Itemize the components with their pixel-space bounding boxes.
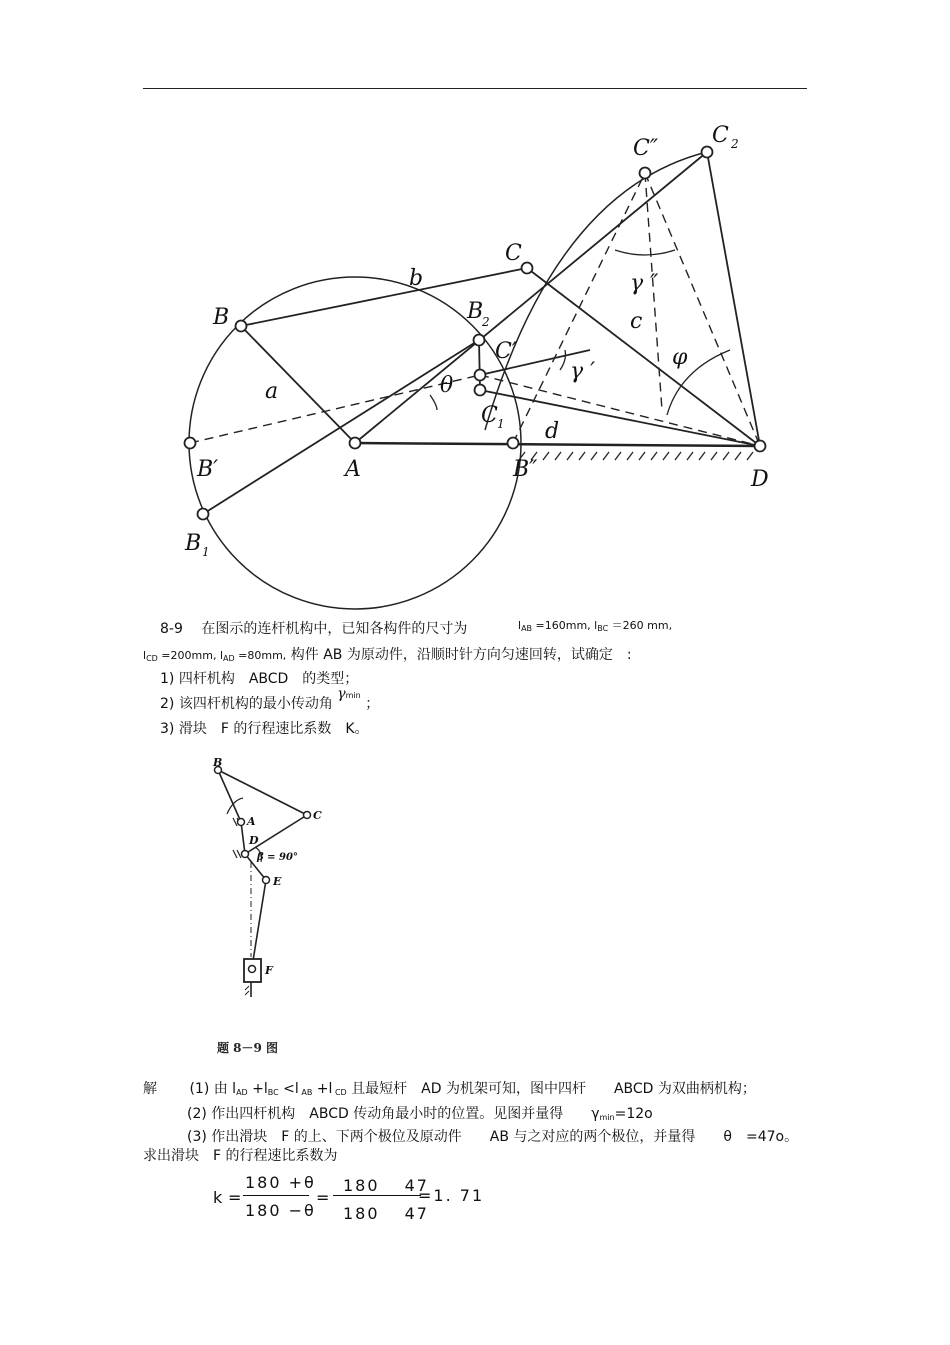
question-3: 3) 滑块 F 的行程速比系数 K。 [160,721,369,737]
label-B1-sub: 1 [202,545,210,559]
solution-line-4: 求出滑块 F 的行程速比系数为 [143,1148,338,1164]
label-B2: B [467,299,484,324]
label-B-double-prime: B″ [513,457,538,482]
solution-line-2: (2) 作出四杆机构 ABCD 传动角最小时的位置。见图并量得 $\gamma_{min}=12o$ [187,1106,653,1122]
formula-eq-2: = [316,1188,332,1207]
solution-head: 解 [143,1081,157,1097]
formula-eq-1: = [228,1188,244,1207]
label-theta: θ [440,373,454,398]
linkage-diagram-figure [175,110,775,610]
formula-den-1: 180 −θ [245,1201,316,1220]
problem-line-1 [160,620,467,638]
problem-intro: 在图示的连杆机构中，已知各构件的尺寸为 [201,621,468,637]
label-gamma-double-prime: γ ″ [630,271,659,296]
fraction-bar-2 [333,1195,421,1196]
fig2-label-C: C [313,809,322,822]
problem-line-2-text: 构件 AB 为原动件，沿顺时针方向匀速回转，试确定 : [290,647,632,663]
ground-hatch [519,452,753,460]
fraction-bar-1 [243,1195,309,1196]
solution-line-3: (3) 作出滑块 F 的上、下两个极位及原动件 AB 与之对应的两个极位，并量得 θ =47o。 [187,1129,799,1145]
fig2-label-beta: β = 90° [257,852,298,863]
joints [185,147,766,520]
label-a: a [265,379,279,404]
fig2-label-B: B [213,756,223,769]
label-phi: φ [672,345,688,370]
problem-lengths-1: $l_{AB} =160mm$, $l_{BC} =260$ mm, [518,619,673,633]
label-A: A [345,457,361,482]
label-B: B [213,305,230,330]
label-d: d [545,419,560,444]
fig2-label-D: D [249,834,259,847]
coupler-arc [485,152,707,430]
label-C-prime: C′ [495,339,517,364]
label-B2-sub: 2 [482,315,490,329]
label-C2: C [712,123,729,148]
formula-num-2: 180 47 [343,1176,429,1195]
fig2-caption: 题 8－9 图 [217,1041,279,1055]
question-1: 1) 四杆机构 ABCD 的类型； [160,671,359,687]
solid-links [203,152,760,514]
formula-num-1: 180 +θ [245,1173,316,1192]
problem-number: 8-9 [160,621,183,637]
formula-k: k [213,1188,225,1207]
label-D: D [751,467,769,492]
label-C1: C [481,403,498,428]
label-gamma-prime: γ ′ [570,359,596,384]
fig2-label-E: E [273,875,282,888]
label-C: C [505,241,522,266]
fig2-label-A: A [247,815,256,828]
label-C2-sub: 2 [731,137,739,151]
label-C-double-prime: C″ [633,136,659,161]
solution-line-1: 解 (1) 由 $l_{AD} +l_{BC} <l$ $_{AB}$ +l $_{CD}$ 且最短杆 AD 为机架可知，图中四杆 ABCD 为双曲柄机构； [143,1081,756,1097]
slider-mechanism-figure [185,752,322,1062]
label-B-prime: B′ [197,457,219,482]
label-C1-sub: 1 [497,417,505,431]
formula-den-2: 180 47 [343,1204,429,1223]
label-c: c [630,309,643,334]
label-b: b [409,266,424,291]
question-2: 2) 该四杆机构的最小传动角 $\gamma^{min}$ ； [160,686,380,712]
formula-result: =1. 71 [418,1186,485,1205]
header-rule [143,88,807,89]
label-B1: B [185,531,202,556]
fig2-label-F: F [265,964,273,977]
problem-line-2: $l_{CD} =200mm$, $l_{AD} =80mm$, 构件 AB 为原动件，沿顺时针方向匀速回转，试确定 : [143,647,632,663]
